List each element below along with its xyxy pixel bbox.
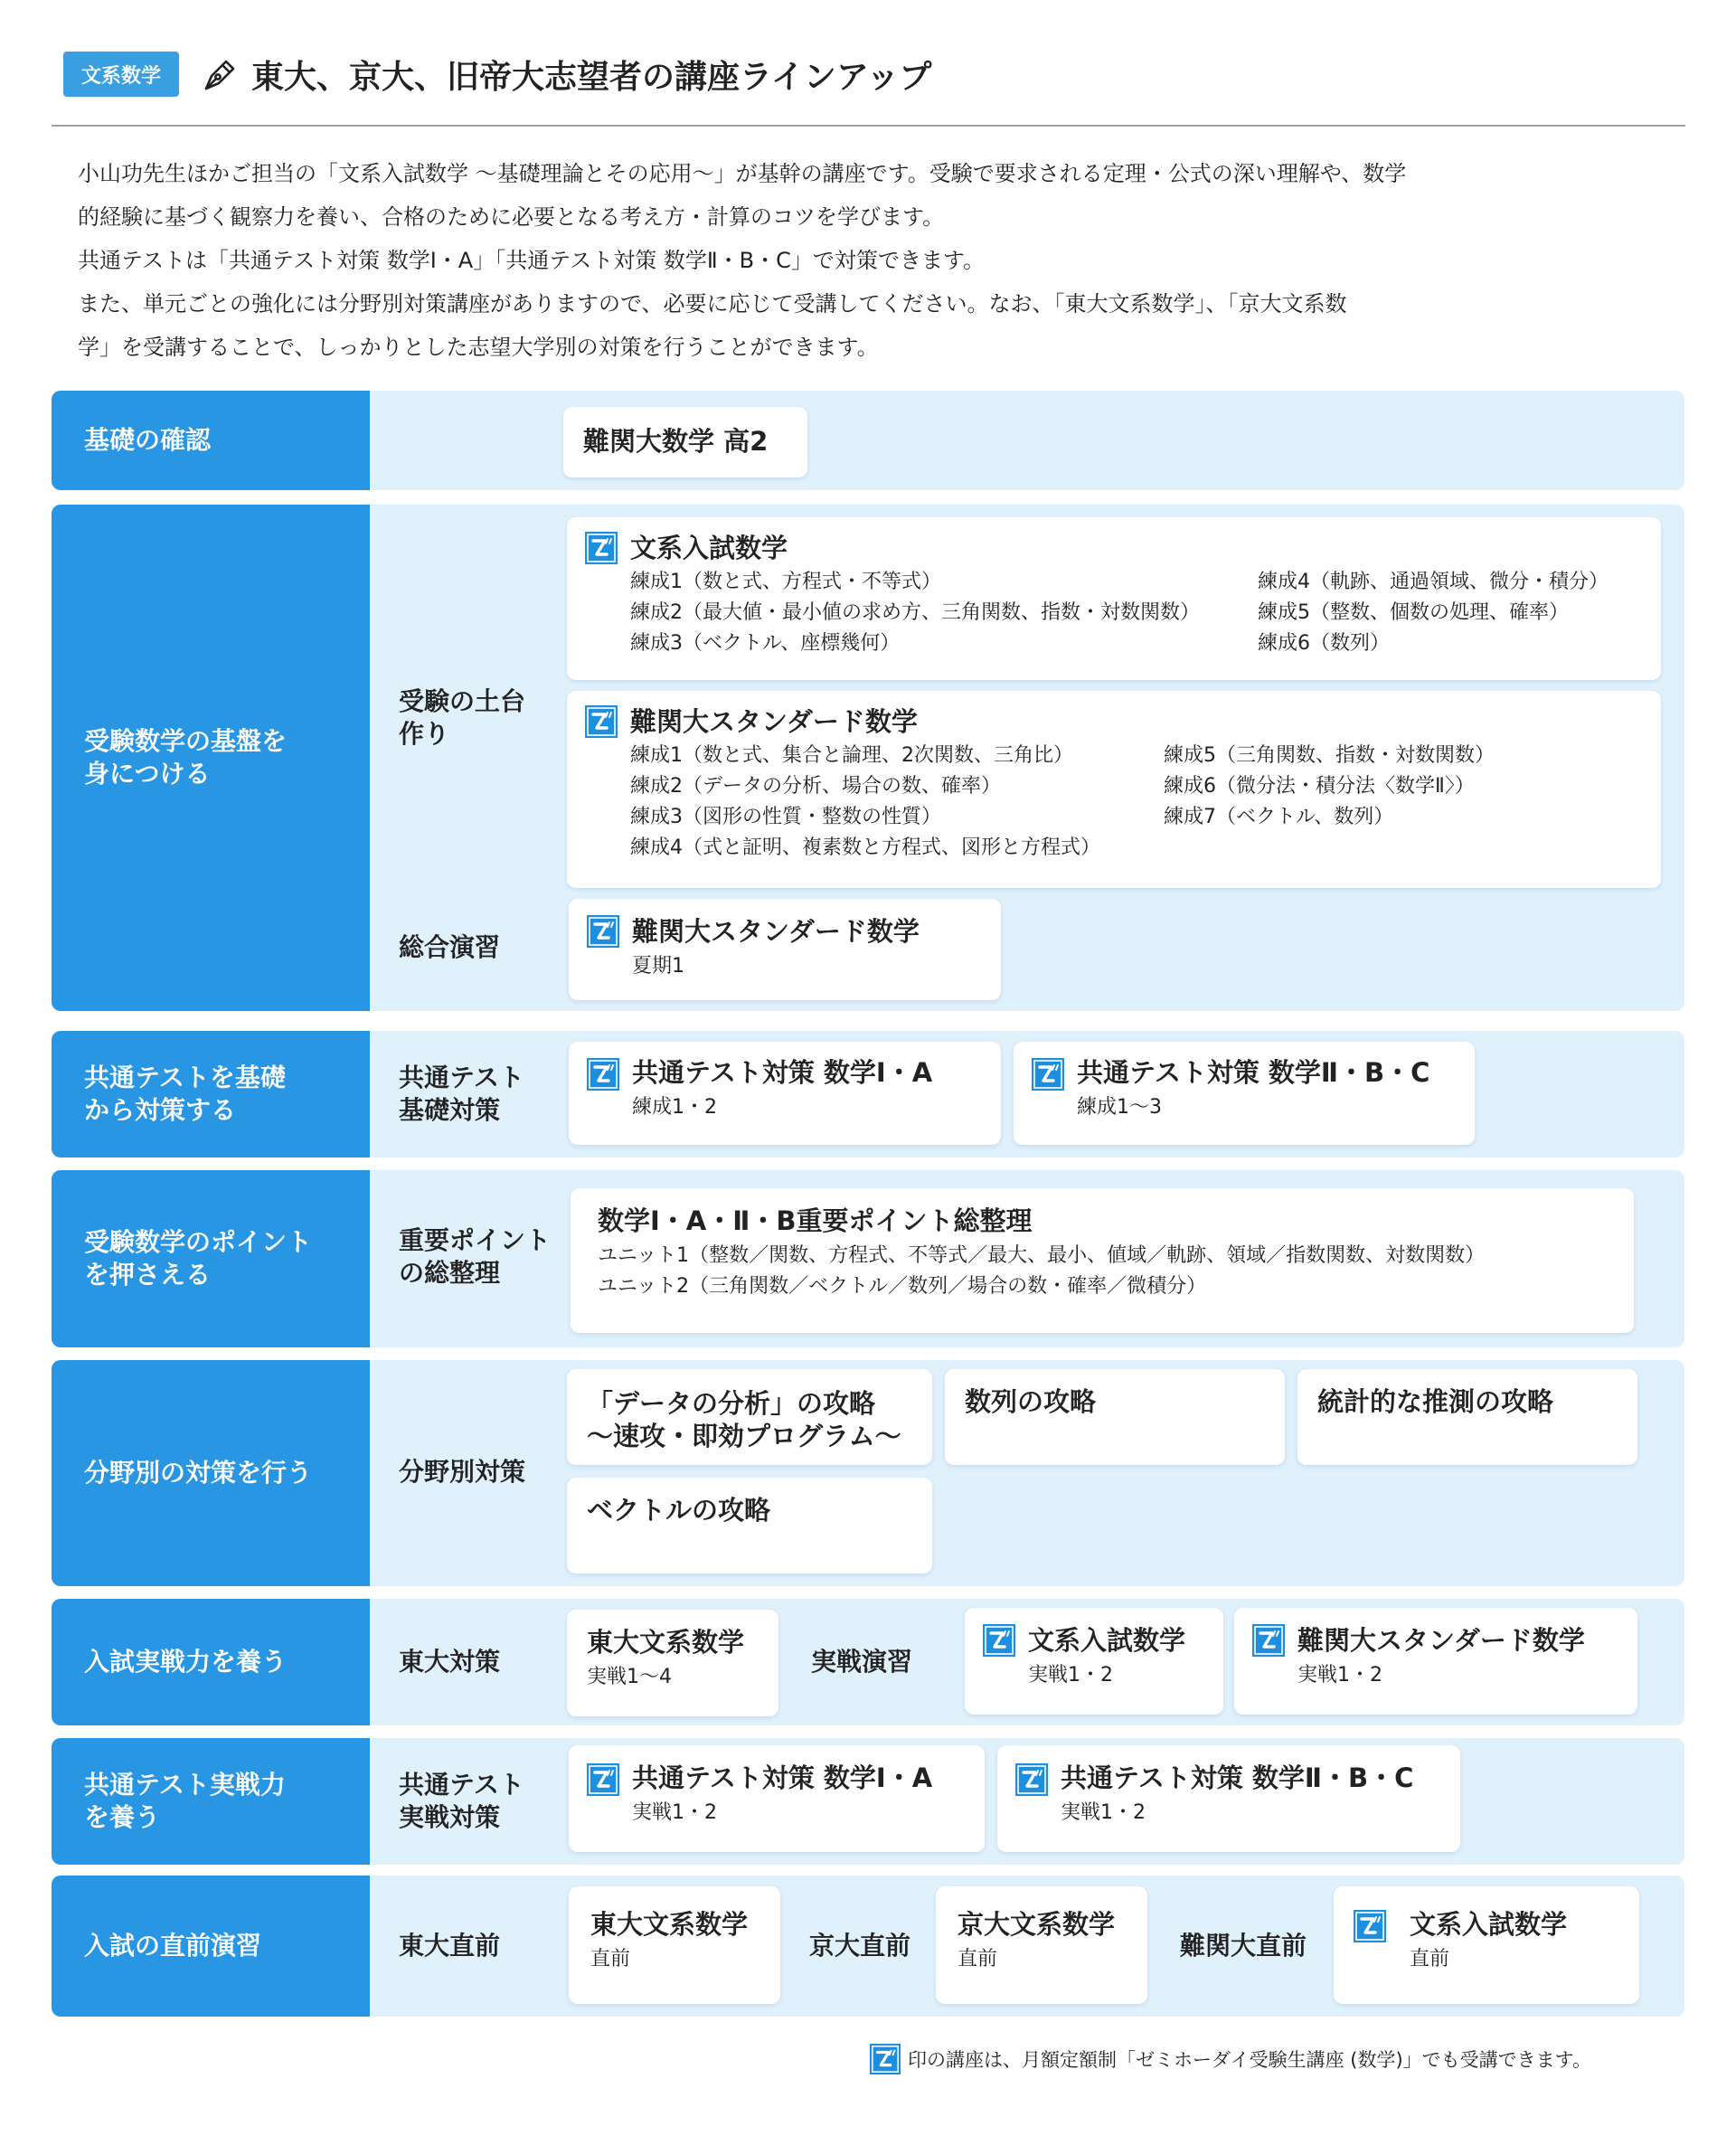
course-title: 難関大数学 高2 <box>583 426 769 457</box>
section-label <box>52 1876 370 2017</box>
course-unit: 練成4（式と証明、複素数と方程式、図形と方程式） <box>630 836 1100 859</box>
section-label <box>52 505 370 1011</box>
zemi-hodai-icon <box>870 2044 901 2074</box>
header-divider <box>52 125 1685 127</box>
section-label-text: から対策する <box>84 1095 237 1125</box>
section-label-text: を養う <box>84 1802 161 1832</box>
course-card[interactable] <box>567 517 1661 680</box>
category-badge: 文系数学 <box>63 52 179 97</box>
section-common-test-basics <box>52 1031 1684 1158</box>
course-title: 難関大スタンダード数学 <box>1297 1625 1585 1656</box>
intro-line: 的経験に基づく観察力を養い、合格のために必要となる考え方・計算のコツを学びます。 <box>78 204 945 230</box>
course-card[interactable] <box>965 1608 1223 1715</box>
subcategory-label: 分野別対策 <box>399 1457 526 1487</box>
course-unit: 練成3（ベクトル、座標幾何） <box>630 632 901 655</box>
course-card[interactable] <box>936 1886 1147 2004</box>
zemi-hodai-icon <box>587 1763 619 1796</box>
section-label-text: を押さえる <box>84 1260 212 1290</box>
zemi-hodai-icon <box>585 705 618 738</box>
section-label <box>52 1360 370 1586</box>
course-unit: ユニット1（整数／関数、方程式、不等式／最大、最小、値域／軌跡、領域／指数関数、対数関数） <box>598 1244 1486 1267</box>
course-title: 共通テスト対策 数学Ⅰ・A <box>632 1762 933 1793</box>
page-title: 東大、京大、旧帝大志望者の講座ラインアップ <box>251 58 932 96</box>
pen-nib-icon <box>201 54 241 94</box>
section-label-text: 受験数学の基盤を <box>84 726 288 756</box>
section-label-text: 入試実戦力を養う <box>84 1647 288 1677</box>
section-label <box>52 1599 370 1725</box>
subcategory-label: 東大直前 <box>399 1931 501 1961</box>
section-label-text: 共通テストを基礎 <box>84 1063 286 1092</box>
footnote <box>870 2044 1591 2074</box>
course-card[interactable] <box>567 1369 932 1465</box>
course-card[interactable] <box>1334 1886 1639 2004</box>
section-final-practice <box>52 1876 1684 2017</box>
zemi-hodai-icon <box>1015 1763 1048 1796</box>
zemi-hodai-icon <box>587 1058 619 1091</box>
section-key-points <box>52 1170 1684 1347</box>
course-unit: 練成2（データの分析、場合の数、確率） <box>630 775 1001 798</box>
course-title: 東大文系数学 <box>590 1909 749 1940</box>
section-label-text: 基礎の確認 <box>84 425 212 455</box>
section-label-text: 入試の直前演習 <box>84 1931 262 1961</box>
course-title: 難関大スタンダード数学 <box>630 706 918 737</box>
course-card[interactable] <box>567 1610 778 1716</box>
course-unit: ユニット2（三角関数／ベクトル／数列／場合の数・確率／微積分） <box>598 1275 1207 1298</box>
intro-line: 共通テストは「共通テスト対策 数学Ⅰ・A」「共通テスト対策 数学Ⅱ・B・C」で対策できます。 <box>78 248 985 273</box>
section-exam-practice <box>52 1599 1684 1725</box>
course-title: 文系入試数学 <box>1410 1909 1568 1940</box>
footnote-text: 印の講座は、月額定額制「ゼミホーダイ受験生講座 (数学)」でも受講できます。 <box>908 2049 1591 2071</box>
subcategory-label: 京大直前 <box>809 1931 911 1961</box>
course-card[interactable] <box>569 1042 1001 1145</box>
subcategory-label: 共通テスト 基礎対策 <box>399 1063 524 1125</box>
zemi-hodai-icon <box>1354 1910 1386 1942</box>
course-title: 数学Ⅰ・A・Ⅱ・B重要ポイント総整理 <box>598 1205 1033 1236</box>
course-title: 共通テスト対策 数学Ⅱ・B・C <box>1061 1762 1414 1793</box>
zemi-hodai-icon <box>1252 1624 1285 1657</box>
subcategory-label: 実戦演習 <box>811 1647 913 1677</box>
intro-line: また、単元ごとの強化には分野別対策講座がありますので、必要に応じて受講してください。なお、「東大文系数学」、「京大文系数 <box>78 291 1347 317</box>
course-unit: 練成6（数列） <box>1258 632 1390 655</box>
intro-line: 学」を受講することで、しっかりとした志望大学別の対策を行うことができます。 <box>78 335 879 360</box>
course-title: 京大文系数学 <box>958 1909 1116 1940</box>
course-unit: 練成6（微分法・積分法〈数学Ⅱ〉） <box>1164 775 1475 798</box>
section-label <box>52 391 370 490</box>
course-card[interactable] <box>945 1369 1285 1465</box>
subcategory-label: 総合演習 <box>399 932 501 962</box>
course-title: 共通テスト対策 数学Ⅰ・A <box>632 1057 933 1088</box>
section-label-text: 身につける <box>84 759 211 789</box>
course-title: 文系入試数学 <box>1028 1625 1186 1656</box>
course-title: 数列の攻略 <box>965 1386 1097 1417</box>
zemi-hodai-icon <box>1032 1058 1064 1091</box>
section-label <box>52 1031 370 1158</box>
course-title: 文系入試数学 <box>630 533 788 563</box>
course-card[interactable] <box>1297 1369 1637 1465</box>
course-title: 「データの分析」の攻略 〜速攻・即効プログラム〜 <box>587 1388 901 1451</box>
course-unit: 練成2（最大値・最小値の求め方、三角関数、指数・対数関数） <box>630 601 1200 624</box>
section-basics-check <box>52 391 1684 490</box>
intro-line: 小山功先生ほかご担当の「文系入試数学 〜基礎理論とその応用〜」が基幹の講座です。受験で要求される定理・公式の深い理解や、数学 <box>78 161 1407 186</box>
course-unit: 実戦1・2 <box>1028 1664 1113 1687</box>
course-unit: 練成1（数と式、集合と論理、2次関数、三角比） <box>630 744 1073 767</box>
section-by-field <box>52 1360 1684 1586</box>
subcategory-label: 受験の土台 作り <box>399 686 526 749</box>
course-unit: 練成5（三角関数、指数・対数関数） <box>1164 744 1495 767</box>
section-label <box>52 1170 370 1347</box>
course-card[interactable] <box>569 899 1001 1000</box>
page-header <box>63 51 931 98</box>
zemi-hodai-icon <box>587 915 619 948</box>
course-card[interactable] <box>567 1478 932 1573</box>
course-unit: 練成4（軌跡、通過領域、微分・積分） <box>1258 571 1609 593</box>
course-card[interactable] <box>569 1886 780 2004</box>
course-title: 東大文系数学 <box>587 1627 745 1658</box>
section-label-text: 受験数学のポイント <box>84 1227 313 1257</box>
course-unit: 練成1（数と式、方程式・不等式） <box>630 571 941 593</box>
subcategory-label: 共通テスト 実戦対策 <box>399 1770 524 1832</box>
section-common-test-practice <box>52 1738 1684 1865</box>
course-card[interactable] <box>1014 1042 1475 1145</box>
course-card[interactable] <box>567 691 1661 888</box>
course-unit: 実戦1〜4 <box>587 1666 672 1688</box>
section-foundation <box>52 505 1684 1011</box>
subcategory-label: 重要ポイント の総整理 <box>399 1225 552 1288</box>
course-unit: 練成5（整数、個数の処理、確率） <box>1258 601 1569 624</box>
zemi-hodai-icon <box>983 1624 1015 1657</box>
course-card[interactable] <box>563 407 807 477</box>
intro-text <box>78 152 1633 369</box>
course-unit: 実戦1・2 <box>632 1801 717 1824</box>
course-title: 共通テスト対策 数学Ⅱ・B・C <box>1077 1057 1430 1088</box>
course-unit: 直前 <box>1410 1948 1450 1970</box>
course-unit: 直前 <box>958 1948 998 1970</box>
course-title: ベクトルの攻略 <box>587 1495 771 1526</box>
course-card[interactable] <box>571 1188 1634 1333</box>
zemi-hodai-icon <box>585 532 618 564</box>
section-label-text: 分野別の対策を行う <box>84 1458 313 1488</box>
course-title: 難関大スタンダード数学 <box>632 916 920 947</box>
section-label <box>52 1738 370 1865</box>
course-unit: 練成3（図形の性質・整数の性質） <box>630 806 941 828</box>
subcategory-label: 東大対策 <box>399 1647 501 1677</box>
course-unit: 直前 <box>590 1948 631 1970</box>
course-unit: 実戦1・2 <box>1061 1801 1146 1824</box>
course-unit: 練成1・2 <box>632 1096 717 1119</box>
course-unit: 実戦1・2 <box>1297 1664 1382 1687</box>
course-title: 統計的な推測の攻略 <box>1317 1386 1554 1417</box>
section-label-text: 共通テスト実戦力 <box>84 1770 286 1800</box>
course-unit: 練成1〜3 <box>1077 1096 1162 1119</box>
course-card[interactable] <box>997 1745 1460 1852</box>
course-unit: 練成7（ベクトル、数列） <box>1164 806 1394 828</box>
course-card[interactable] <box>1234 1608 1637 1715</box>
course-unit: 夏期1 <box>632 955 684 978</box>
subcategory-label: 難関大直前 <box>1180 1931 1307 1961</box>
course-card[interactable] <box>569 1745 985 1852</box>
